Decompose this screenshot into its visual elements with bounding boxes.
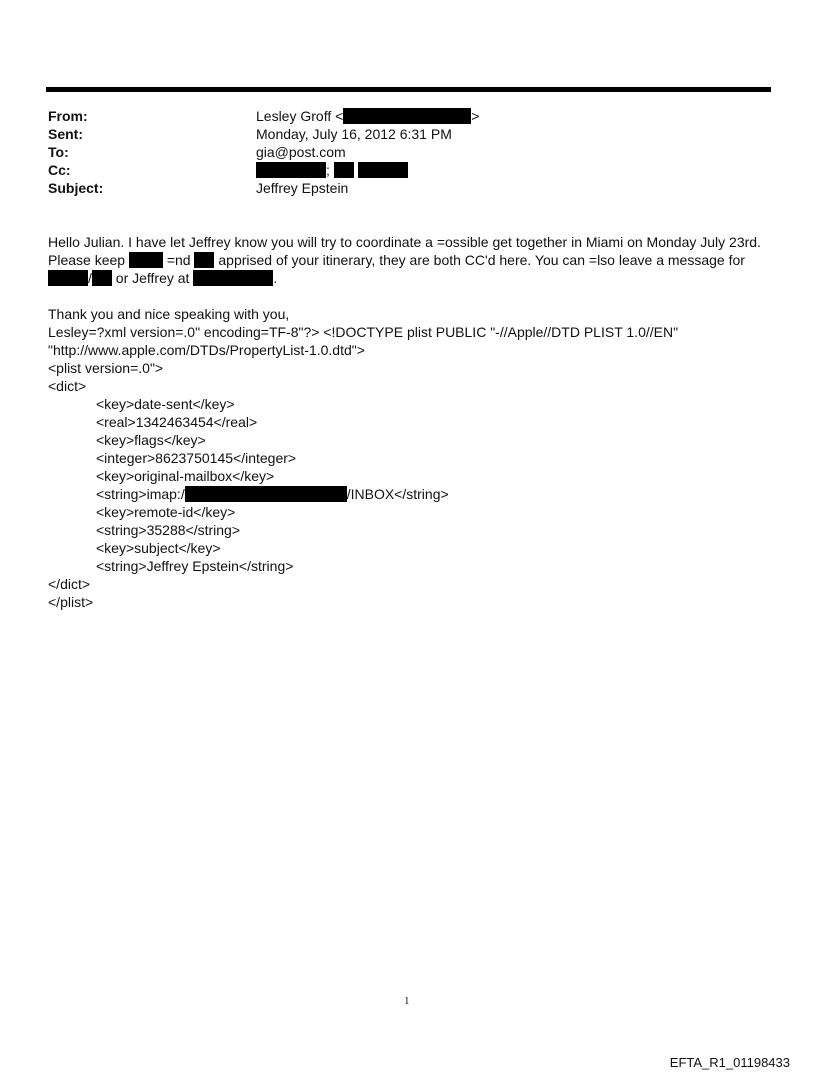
bates-number: EFTA_R1_01198433 — [669, 1055, 790, 1070]
body-line: <key>date-sent</key> — [96, 396, 235, 412]
from-value — [256, 107, 479, 125]
body-line: <integer>8623750145</integer> — [96, 450, 297, 466]
body-line: <key>original-mailbox</key> — [96, 468, 275, 484]
body-line — [48, 269, 277, 287]
body-line: Thank you and nice speaking with you, — [48, 306, 290, 322]
redaction-box — [92, 270, 112, 286]
redaction-box — [185, 486, 347, 502]
body-line: <string>35288</string> — [96, 522, 240, 538]
body-line — [48, 251, 745, 269]
from-name: Lesley Groff < — [256, 108, 344, 124]
body-text-segment: Please keep — [48, 252, 129, 268]
body-text-segment: /INBOX</string> — [346, 486, 449, 502]
body-line: <real>1342463454</real> — [96, 414, 258, 430]
body-line: Lesley=?xml version=.0" encoding=TF-8"?> <!DOCTYPE plist PUBLIC "-//Apple//DTD PLIST 1.0//EN" — [48, 324, 679, 340]
body-line: <plist version=.0"> — [48, 360, 164, 376]
redaction-box — [343, 108, 471, 124]
redaction-box — [256, 162, 326, 178]
redaction-box — [193, 270, 273, 286]
body-line: </dict> — [48, 576, 91, 592]
sent-value: Monday, July 16, 2012 6:31 PM — [256, 126, 452, 142]
cc-separator: ; — [326, 162, 330, 178]
redaction-box — [358, 162, 408, 178]
body-text-segment: apprised of your itinerary, they are both CC'd here. You can =lso leave a message for — [214, 252, 745, 268]
cc-label: Cc: — [48, 162, 71, 178]
redaction-box — [129, 252, 163, 268]
subject-value: Jeffrey Epstein — [256, 180, 349, 196]
body-line: <string>Jeffrey Epstein</string> — [96, 558, 294, 574]
body-text-segment: or Jeffrey at — [111, 270, 194, 286]
body-text-segment: . — [273, 270, 278, 286]
redaction-box — [334, 162, 354, 178]
body-line: </plist> — [48, 594, 94, 610]
from-label: From: — [48, 108, 88, 124]
to-value[interactable]: gia@post.com — [256, 144, 346, 160]
body-text-segment: <string>imap:/ — [96, 486, 185, 502]
body-line — [96, 485, 449, 503]
body-line: <key>remote-id</key> — [96, 504, 236, 520]
body-text-segment: =nd — [162, 252, 195, 268]
from-close: > — [471, 108, 480, 124]
sent-label: Sent: — [48, 126, 83, 142]
page-number: 1 — [404, 995, 410, 1007]
body-line: "http://www.apple.com/DTDs/PropertyList-1.0.dtd"> — [48, 342, 365, 358]
body-line: <key>flags</key> — [96, 432, 206, 448]
body-line: <key>subject</key> — [96, 540, 221, 556]
cc-value — [256, 161, 408, 179]
body-line: <dict> — [48, 378, 87, 394]
header-rule — [46, 87, 771, 92]
body-text-segment: / — [88, 270, 92, 286]
redaction-box — [194, 252, 214, 268]
subject-label: Subject: — [48, 180, 104, 196]
redaction-box — [48, 270, 88, 286]
to-label: To: — [48, 144, 69, 160]
body-line: Hello Julian. I have let Jeffrey know you will try to coordinate a =ossible get together in Miami on Monday July 23rd. — [48, 234, 761, 250]
